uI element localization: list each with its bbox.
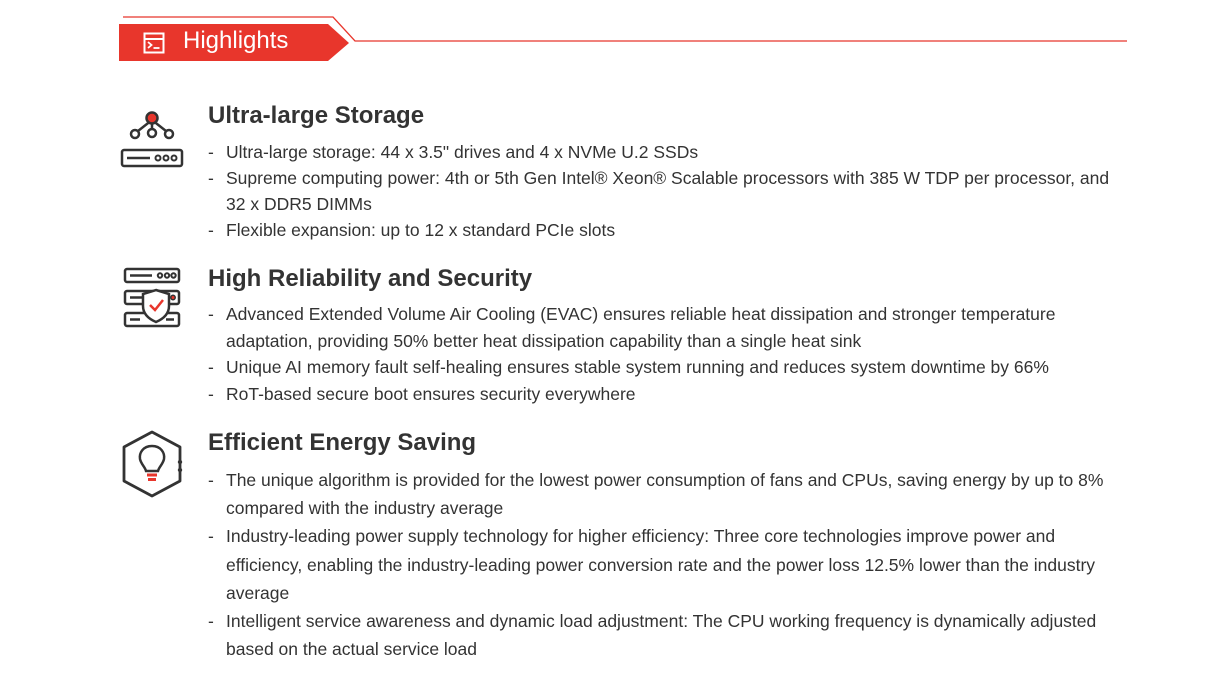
section-title: Ultra-large Storage	[208, 102, 425, 129]
terminal-icon	[143, 32, 165, 54]
bullet-item: - Supreme computing power: 4th or 5th Gen Intel® Xeon® Scalable processors with 385 W TDP per processor, and 32 x DDR5 DIMMs	[208, 165, 1120, 217]
section-title: High Reliability and Security	[208, 265, 533, 292]
server-shield-icon	[116, 264, 188, 336]
bullet-item: - The unique algorithm is provided for the lowest power consumption of fans and CPUs, saving energy by up to 8% compared with the industry average	[208, 466, 1108, 522]
bullet-item: - Intelligent service awareness and dynamic load adjustment: The CPU working frequency is dynamically adjusted based on the actual service load	[208, 607, 1108, 663]
bullet-list	[208, 466, 1108, 663]
bullet-list	[208, 139, 1120, 243]
section-title: Efficient Energy Saving	[208, 429, 477, 456]
bullet-item: - Advanced Extended Volume Air Cooling (EVAC) ensures reliable heat dissipation and stronger temperature adaptation, providing 50% better heat dissipation capability than a single heat sink	[208, 301, 1120, 354]
bullet-item: - Ultra-large storage: 44 x 3.5" drives and 4 x NVMe U.2 SSDs	[208, 139, 1120, 165]
storage-network-icon	[116, 104, 188, 176]
bullet-item: - Industry-leading power supply technology for higher efficiency: Three core technologies improve power and efficiency, enabling the industry-leading power conversion rate and the power loss 12.5% lower than the industry average	[208, 522, 1108, 607]
bullet-list	[208, 301, 1120, 407]
highlights-banner	[119, 14, 1129, 64]
lightbulb-hexagon-icon	[116, 428, 188, 500]
bullet-item: - Unique AI memory fault self-healing ensures stable system running and reduces system downtime by 66%	[208, 354, 1120, 381]
banner-title: Highlights	[183, 27, 289, 54]
bullet-item: - RoT-based secure boot ensures security everywhere	[208, 381, 1120, 408]
bullet-item: - Flexible expansion: up to 12 x standard PCIe slots	[208, 217, 1120, 243]
